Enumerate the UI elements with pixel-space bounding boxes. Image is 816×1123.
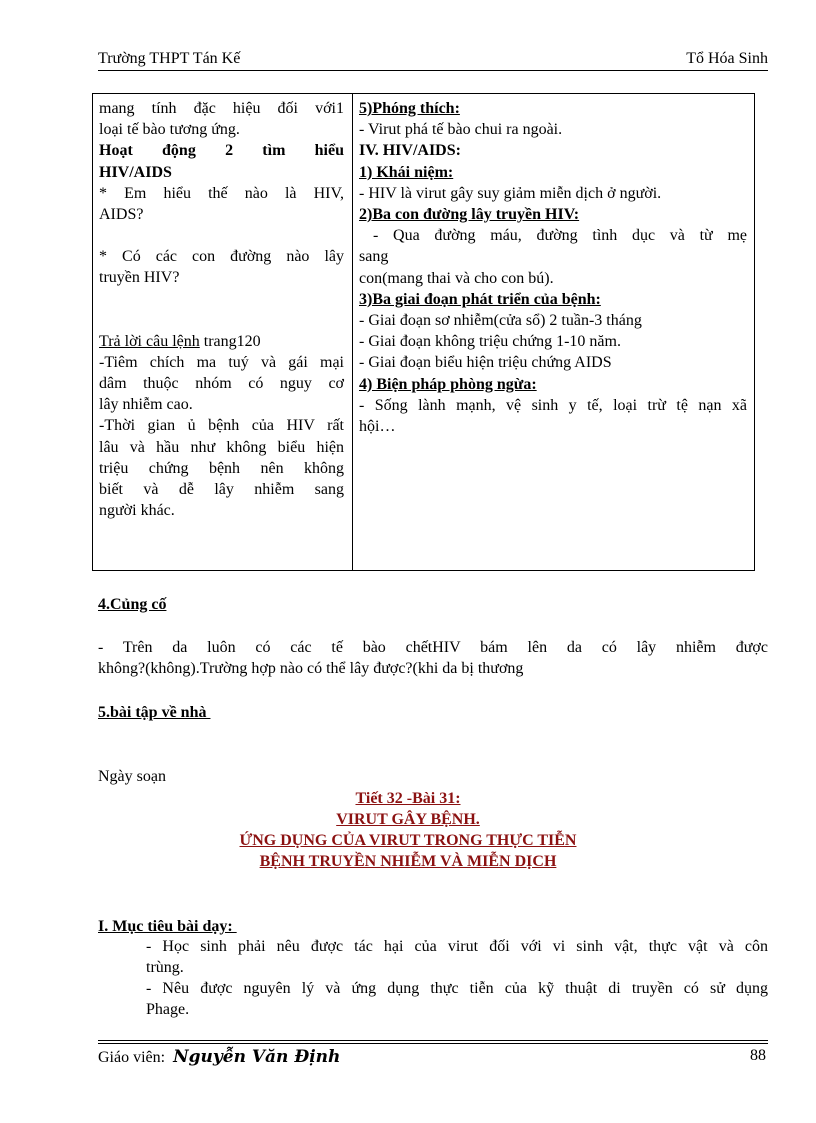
- question: * Em hiểu thế nào là HIV,: [99, 184, 344, 202]
- objective-line: trùng.: [146, 959, 184, 976]
- content-line: - HIV là virut gây suy giảm miễn dịch ở người.: [359, 184, 662, 202]
- objectives-heading: I. Mục tiêu bài dạy:: [98, 918, 237, 935]
- section-heading: 5)Phóng thích:: [359, 100, 460, 117]
- section-heading: IV. HIV/AIDS:: [359, 142, 461, 160]
- section-heading: 4) Biện pháp phòng ngừa:: [359, 375, 537, 393]
- homework-heading: 5.bài tập về nhà: [98, 704, 211, 721]
- objective-line: - Học sinh phải nêu được tác hại của virut đối với vi sinh vật, thực vật và côn: [146, 938, 768, 955]
- table-line: loại tế bào tương ứng.: [99, 121, 240, 139]
- answer-line: người khác.: [99, 502, 175, 520]
- activity-heading: HIV/AIDS: [99, 163, 172, 181]
- answer-line: -Tiêm chích ma tuý và gái mại: [99, 353, 344, 371]
- answer-line: biết và dễ lây nhiễm sang: [99, 481, 344, 499]
- page-number: 88: [750, 1047, 766, 1064]
- content-line: sang: [359, 248, 389, 266]
- consolidation-text: [98, 637, 768, 679]
- answer-label: Trả lời câu lệnh trang120: [99, 332, 261, 350]
- section-heading: 1) Khái niệm:: [359, 163, 454, 181]
- department-name: Tổ Hóa Sinh: [686, 50, 768, 67]
- consolidation-line: không?(không).Trường hợp nào có thể lây được?(khi da bị thương: [98, 660, 524, 677]
- lesson-title: ỨNG DỤNG CỦA VIRUT TRONG THỰC TIỄN: [239, 832, 577, 849]
- content-line: - Giai đoạn không triệu chứng 1-10 năm.: [359, 333, 621, 351]
- content-line: - Giai đoạn sơ nhiễm(cửa sổ) 2 tuần-3 tháng: [359, 312, 642, 330]
- teacher-student-column: [99, 98, 344, 521]
- table-line: mang tính đặc hiệu đối với1: [99, 100, 344, 117]
- section-heading: 3)Ba giai đoạn phát triển của bệnh:: [359, 290, 601, 308]
- header-rule: [98, 70, 768, 71]
- activity-heading: Hoạt động 2 tìm hiểu: [99, 142, 344, 160]
- answer-line: lâu và hầu như không biểu hiện: [99, 438, 344, 456]
- school-name: Trường THPT Tán Kế: [98, 50, 241, 67]
- content-line: - Giai đoạn biểu hiện triệu chứng AIDS: [359, 354, 612, 372]
- answer-line: dâm thuộc nhóm có nguy cơ: [99, 375, 344, 393]
- question: AIDS?: [99, 206, 144, 224]
- question: truyền HIV?: [99, 269, 180, 287]
- footer-rule: [98, 1043, 768, 1044]
- consolidation-line: - Trên da luôn có các tế bào chếtHIV bám lên da có lây nhiễm được: [98, 639, 768, 656]
- answer-line: triệu chứng bệnh nên không: [99, 459, 344, 477]
- content-line: con(mang thai và cho con bú).: [359, 269, 554, 287]
- content-column: [359, 98, 747, 437]
- content-line: - Virut phá tế bào chui ra ngoài.: [359, 121, 563, 139]
- answer-line: lây nhiễm cao.: [99, 396, 193, 414]
- page-footer: [98, 1047, 768, 1071]
- objective-line: Phage.: [146, 1001, 190, 1018]
- consolidation-heading: 4.Củng cố: [98, 596, 167, 613]
- objectives-list: [146, 936, 768, 1020]
- content-line: hội…: [359, 418, 396, 436]
- column-divider: [352, 94, 353, 570]
- question: * Có các con đường nào lây: [99, 248, 344, 266]
- content-line: - Sống lành mạnh, vệ sinh y tế, loại trừ tệ nạn xã: [359, 396, 747, 414]
- lesson-table: [92, 93, 755, 571]
- page-header: [98, 50, 768, 70]
- objective-line: - Nêu được nguyên lý và ứng dụng thực tiễn của kỹ thuật di truyền có sử dụng: [146, 980, 768, 997]
- lesson-title: BỆNH TRUYỀN NHIỄM VÀ MIỄN DỊCH: [259, 853, 557, 870]
- preparation-date-label: Ngày soạn: [98, 768, 166, 785]
- lesson-title: VIRUT GÂY BỆNH.: [336, 811, 480, 828]
- footer-rule: [98, 1040, 768, 1041]
- section-heading: 2)Ba con đường lây truyền HIV:: [359, 206, 580, 224]
- teacher-signature: Nguyễn Văn Định: [173, 1047, 341, 1067]
- teacher-label: Giáo viên:: [98, 1049, 166, 1066]
- lesson-number: Tiết 32 -Bài 31:: [355, 790, 461, 807]
- answer-line: -Thời gian ủ bệnh của HIV rất: [99, 417, 344, 435]
- content-line: - Qua đường máu, đường tình dục và từ mẹ: [373, 227, 747, 245]
